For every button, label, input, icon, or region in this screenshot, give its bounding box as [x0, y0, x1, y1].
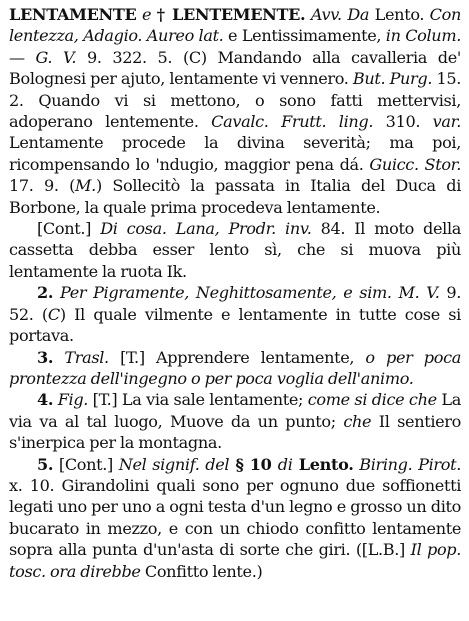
text-run: 9. 52. ( [9, 283, 461, 324]
text-run: 3. [37, 347, 54, 367]
entry-definition-paragraph [9, 4, 461, 218]
text-run: e Lentissimamente, [223, 26, 386, 46]
text-run: x. 10. Girandolini quali sono per ognuno due soffionetti legati uno per uno a ogni testa d'un legno e grosso un dito bucarato in mezzo, e con un chiodo confitto lentamente sopra alla punta d'un'asta di sorte che giri. ([L.B.] [9, 475, 461, 560]
text-run: 84. Il moto della cassetta debba esser lento sì, che si muova più lentamente la ruota Ik. [9, 219, 462, 281]
text-run: Biring. Pirot. [353, 454, 462, 474]
text-run: Confitto lente.) [140, 561, 263, 581]
text-run: La via va al tal luogo, Muove da un punto; [9, 390, 461, 431]
text-run: ) Il quale vilmente e lentamente in tutte cose si portava. [9, 304, 461, 346]
text-run: [Cont.] [37, 219, 101, 239]
text-run: [Cont.] [53, 454, 119, 474]
text-run: Trasl. [53, 347, 109, 367]
text-run: C [47, 304, 60, 324]
text-run: † LENTEMENTE. [156, 5, 306, 24]
text-run: come si dice che [307, 390, 437, 410]
text-run: 5. [37, 454, 54, 474]
entry-cont-paragraph [9, 218, 461, 282]
text-run: Avv. Da [305, 5, 375, 24]
text-run: in Colum. — G. V. [9, 26, 461, 67]
text-run: But. Purg. [352, 69, 433, 89]
text-run: [T.] La via sale lentamente; [88, 390, 308, 410]
text-run: 9. 322. 5. (C) Mandando alla cavalleria de' Bolognesi per ajuto, lentamente vi vennero. [9, 47, 462, 89]
entry-sense-4 [9, 389, 461, 453]
text-run: di [277, 454, 293, 474]
text-run: 4. [37, 390, 54, 410]
text-run: e [136, 5, 157, 24]
text-run: 17. 9. ( [9, 176, 76, 196]
text-run: var. [432, 112, 461, 132]
text-run: Con lentezza, Adagio. Aureo lat. [9, 5, 461, 46]
text-run: Di cosa. Lana, Prodr. inv. [100, 219, 312, 239]
text-run: ) Sollecitò la passata in Italia del Duca di Borbone, la quale prima procedeva lentamente. [9, 176, 461, 217]
text-run: Il sentiero s'inerpica per la montagna. [9, 411, 461, 453]
text-run: o per poca prontezza dell'ingegno o per poca voglia dell'animo. [9, 347, 461, 388]
text-run: . [419, 5, 425, 24]
text-run: 15. 2. Quando vi si mettono, o sono fatti mettervisi, adoperano lentemente. [9, 69, 461, 132]
text-run: 2. [37, 283, 54, 303]
entry-sense-5 [9, 454, 461, 582]
text-run: Lento [374, 5, 420, 24]
text-run: § 10 [229, 454, 278, 474]
entry-sense-3 [9, 347, 461, 390]
text-run: Fig. [53, 390, 89, 410]
text-run: Il pop. tosc. ora direbbe [9, 540, 461, 581]
text-run: Cavalc. Frutt. ling. [211, 112, 374, 132]
text-run: Per Pigramente, Neghittosamente, e sim. M. V. [53, 283, 440, 303]
text-run: [T.] Apprendere lentamente, [108, 347, 366, 367]
text-run: Lento. [292, 454, 354, 474]
entry-sense-2 [9, 282, 461, 346]
text-run: M. [75, 176, 96, 196]
text-run: Nel signif. del [118, 454, 230, 474]
text-run: Guicc. Stor. [369, 154, 461, 174]
text-run: che [343, 411, 372, 431]
text-run: 310. [373, 112, 433, 132]
text-run: LENTAMENTE [9, 5, 137, 24]
text-run: Lentamente procede la divina severità; ma poi, ricompensando lo 'ndugio, maggior pena dá. [9, 133, 461, 174]
